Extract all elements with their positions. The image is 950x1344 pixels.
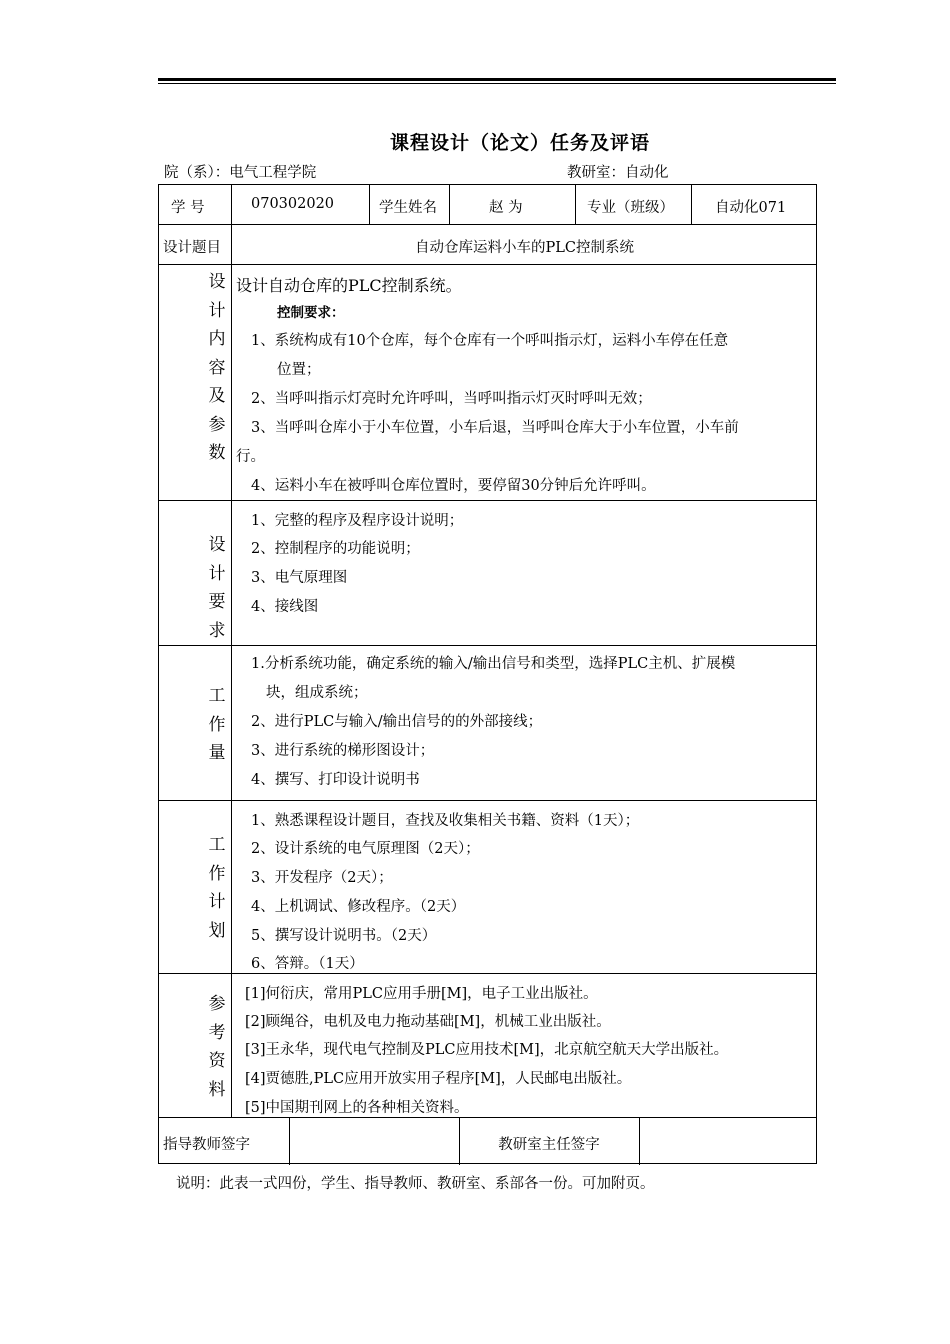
student-id-value: 070302020 [251, 196, 335, 212]
topic-value: 自动仓库运料小车的PLC控制系统 [415, 240, 634, 256]
topic-label: 设计题目 [163, 240, 221, 256]
office-label: 教研室：自动化 [567, 165, 669, 181]
workload-line: 4、撰写、打印设计说明书 [251, 772, 420, 788]
content-line: 2、当呼叫指示灯亮时允许呼叫，当呼叫指示灯灭时呼叫无效； [251, 391, 652, 407]
reference-line: [1]何衍庆，常用PLC应用手册[M]，电子工业出版社。 [245, 986, 598, 1002]
requirement-line: 2、控制程序的功能说明； [251, 541, 420, 557]
col-divider [575, 185, 576, 224]
content-line: 设计自动仓库的PLC控制系统。 [236, 276, 462, 295]
row-divider [159, 1117, 816, 1118]
plan-line: 2、设计系统的电气原理图（2天）； [251, 841, 480, 857]
major-value: 自动化071 [715, 200, 787, 216]
reference-line: [4]贾德胜,PLC应用开放实用子程序[M]，人民邮电出版社。 [245, 1071, 632, 1087]
row-divider [159, 224, 816, 225]
row-divider [159, 500, 816, 501]
major-label: 专业（班级） [587, 200, 674, 216]
task-form-table [158, 184, 817, 1164]
header-rule-thin [158, 83, 836, 84]
student-id-label: 学 号 [171, 200, 205, 216]
student-name-value: 赵 为 [489, 200, 523, 216]
plan-line: 1、熟悉课程设计题目，查找及收集相关书籍、资料（1天）； [251, 813, 640, 829]
director-signature-label: 教研室主任签字 [498, 1137, 600, 1153]
workload-line: 2、进行PLC与输入/输出信号的的外部接线； [251, 714, 543, 730]
advisor-signature-label: 指导教师签字 [163, 1137, 250, 1153]
reference-line: [3]王永华，现代电气控制及PLC应用技术[M]，北京航空航天大学出版社。 [245, 1042, 729, 1058]
content-line: 4、运料小车在被呼叫仓库位置时，要停留30分钟后允许呼叫。 [251, 478, 656, 494]
director-signature-field[interactable] [644, 1121, 812, 1161]
department-label: 院（系）：电气工程学院 [164, 165, 317, 181]
requirements-section-label: 设 计 要 求 [208, 535, 226, 641]
workload-section-label: 工 作 量 [208, 686, 226, 763]
plan-line: 3、开发程序（2天）； [251, 870, 393, 886]
advisor-signature-field[interactable] [294, 1121, 454, 1161]
row-divider [159, 264, 816, 265]
reference-line: [5]中国期刊网上的各种相关资料。 [245, 1100, 469, 1116]
workload-line: 块，组成系统； [266, 685, 368, 701]
content-section-label: 设 计 内 容 及 参 数 [208, 272, 226, 463]
col-divider [289, 1117, 290, 1165]
form-footnote: 说明：此表一式四份，学生、指导教师、教研室、系部各一份。可加附页。 [176, 1176, 655, 1192]
content-line: 控制要求： [277, 305, 345, 321]
col-divider [231, 185, 232, 224]
plan-line: 4、上机调试、修改程序。（2天） [251, 899, 466, 915]
row-divider [159, 800, 816, 801]
plan-line: 5、撰写设计说明书。（2天） [251, 928, 437, 944]
content-line: 位置； [277, 362, 321, 378]
row-divider [159, 973, 816, 974]
content-line: 3、当呼叫仓库小于小车位置，小车后退，当呼叫仓库大于小车位置，小车前 [251, 420, 739, 436]
plan-section-label: 工 作 计 划 [208, 835, 226, 941]
plan-line: 6、答辩。（1天） [251, 956, 364, 972]
col-divider [691, 185, 692, 224]
student-name-label: 学生姓名 [379, 200, 437, 216]
content-line: 1、系统构成有10个仓库，每个仓库有一个呼叫指示灯，运料小车停在任意 [251, 333, 729, 349]
col-divider [369, 185, 370, 224]
col-divider [639, 1117, 640, 1165]
col-divider [449, 185, 450, 224]
requirement-line: 1、完整的程序及程序设计说明； [251, 513, 464, 529]
workload-line: 1.分析系统功能，确定系统的输入/输出信号和类型，选择PLC主机、扩展模 [251, 656, 736, 672]
row-divider [159, 645, 816, 646]
header-rule-thick [158, 78, 836, 81]
reference-line: [2]顾绳谷，电机及电力拖动基础[M]，机械工业出版社。 [245, 1014, 611, 1030]
document-title: 课程设计（论文）任务及评语 [389, 132, 650, 154]
workload-line: 3、进行系统的梯形图设计； [251, 743, 435, 759]
requirement-line: 3、电气原理图 [251, 570, 348, 586]
content-line: 行。 [236, 449, 265, 465]
requirement-line: 4、接线图 [251, 599, 319, 615]
references-section-label: 参 考 资 料 [208, 994, 226, 1100]
